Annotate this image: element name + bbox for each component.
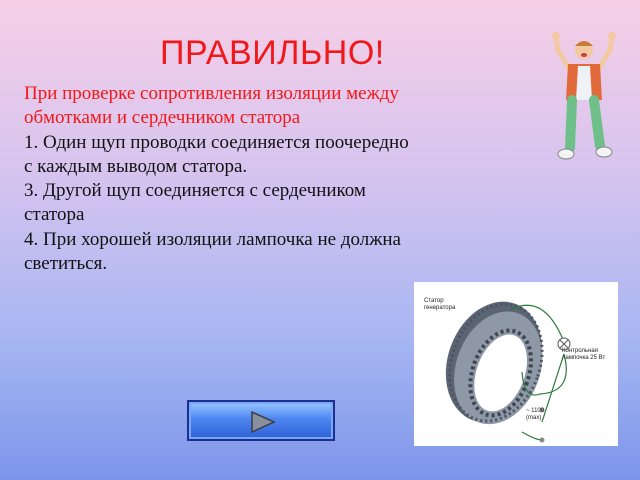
intro-text: При проверке сопротивления изоляции между обмотками и сердечником статора (24, 83, 399, 129)
stator-label-line2: генератора (424, 305, 456, 311)
play-arrow-icon (249, 410, 277, 434)
cheering-kid-icon (548, 28, 620, 164)
voltage-label-line1: ~ 1100 (526, 408, 545, 414)
lamp-label (562, 348, 605, 362)
step-3-text: 3. Другой щуп соединяется с сердечником статора (24, 180, 366, 226)
lamp-label-line2: лампочка 25 Вт (562, 355, 606, 361)
page-title: ПРАВИЛЬНО! (160, 34, 385, 72)
stator-label (424, 298, 455, 312)
step-1-text: 1. Один щуп проводки соединяется поочередно с каждым выводом статора. (24, 131, 409, 177)
step-4-text: 4. При хорошей изоляции лампочка не должна светиться. (24, 228, 401, 275)
stator-diagram (414, 282, 618, 446)
voltage-label (526, 408, 544, 422)
lamp-label-line1: Контрольная (562, 348, 598, 354)
next-button[interactable] (187, 400, 335, 441)
stator-label-line1: Статор (424, 298, 444, 304)
voltage-label-line2: (max) (526, 415, 542, 421)
instruction-text (24, 82, 419, 276)
